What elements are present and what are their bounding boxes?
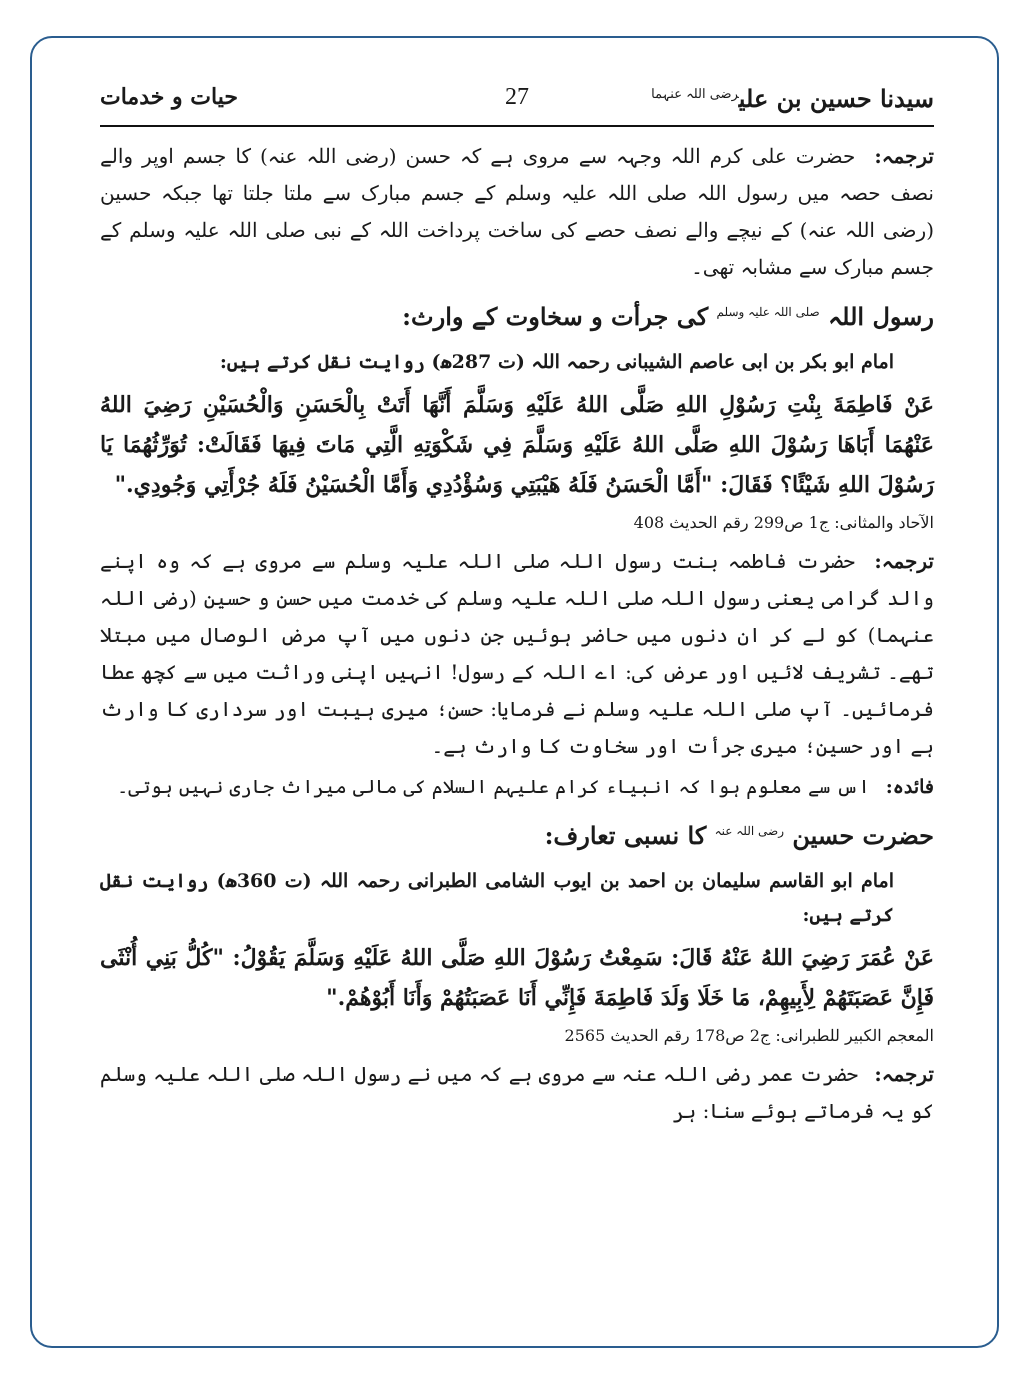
translation-label: ترجمہ: — [874, 144, 934, 168]
arabic-hadith: عَنْ فَاطِمَةَ بِنْتِ رَسُوْلِ اللهِ صَلَّى اللهُ عَلَيْهِ وَسَلَّمَ أَنَّهَا أَتَتْ بِالْحَسَنِ وَالْحُسَيْنِ رَضِيَ اللهُ عَنْهُمَا أَبَاهَا رَسُوْلَ اللهِ صَلَّى اللهُ عَلَيْهِ وَسَلَّمَ فِي شَكْوَتِهِ الَّتِي مَاتَ فِيهَا فَقَالَتْ: تُوَرِّثُهُمَا يَا رَسُوْلَ اللهِ شَيْئًا؟ فَقَالَ: "أَمَّا الْحَسَنُ فَلَهُ هَيْبَتِي وَسُؤْدُدِي وَأَمَّا الْحُسَيْنُ فَلَهُ جُرْأَتِي وَجُودِي." — [100, 392, 934, 498]
running-title-text: سیدنا حسین بن علی — [738, 84, 934, 113]
heading-part: کا نسبی تعارف: — [544, 821, 707, 850]
running-title — [651, 84, 934, 113]
translation-paragraph — [100, 543, 934, 765]
arabic-hadith: عَنْ عُمَرَ رَضِيَ اللهُ عَنْهُ قَالَ: سَمِعْتُ رَسُوْلَ اللهِ صَلَّى اللهُ عَلَيْهِ وَسَلَّمَ يَقُوْلُ: "كُلُّ بَنِي أُنْثَى فَإِنَّ عَصَبَتَهُمْ لِأَبِيهِمْ، مَا خَلَا وَلَدَ فَاطِمَةَ فَإِنِّي أَنَا عَصَبَتُهُمْ وَأَنَا أَبُوْهُمْ." — [100, 945, 934, 1011]
translation-paragraph — [100, 138, 934, 286]
benefit-label: فائدہ: — [885, 776, 934, 798]
page-content — [100, 138, 934, 1134]
narration-intro: امام ابو بکر بن ابی عاصم الشیبانی رحمہ اللہ (ت 287ھ) روایت نقل کرتے ہیں: — [219, 351, 894, 373]
heading-part: کی جرأت و سخاوت کے وارث: — [402, 302, 709, 331]
section-heading — [100, 809, 934, 858]
translation-label: ترجمہ: — [874, 549, 934, 573]
hadith-reference: الآحاد والمثانی: ج1 ص299 رقم الحدیث 408 — [633, 513, 934, 532]
running-title-honorific: رضی اللہ عنہما — [651, 87, 739, 102]
hadith-reference: المعجم الکبیر للطبرانی: ج2 ص178 رقم الحدیث 2565 — [564, 1026, 934, 1045]
translation-text: حضرت علی کرم اللہ وجہہ سے مروی ہے کہ حسن (رضی اللہ عنہ) کا جسم اوپر والے نصف حصہ میں رسول اللہ صلی اللہ علیہ وسلم کے جسم مبارک سے ملتا جلتا تھا جبکہ حسین (رضی اللہ عنہ) کے نیچے والے نصف حصے کی ساخت پرداخت اللہ کے نبی صلی اللہ علیہ وسلم کے جسم مبارک سے مشابہ تھی۔ — [100, 144, 934, 279]
translation-paragraph — [100, 1056, 934, 1130]
heading-honorific: صلی اللہ علیہ وسلم — [716, 305, 820, 319]
section-heading — [100, 290, 934, 339]
benefit-note — [100, 769, 934, 805]
book-title: حیات و خدمات — [100, 84, 238, 110]
page-header — [100, 84, 934, 124]
narration-intro: امام ابو القاسم سلیمان بن احمد بن ایوب الشامی الطبرانی رحمہ اللہ (ت 360ھ) روایت نقل کرتے ہیں: — [100, 870, 894, 926]
heading-honorific: رضی اللہ عنہ — [714, 824, 785, 838]
heading-part: رسول اللہ — [828, 302, 934, 331]
translation-text: حضرت عمر رضی اللہ عنہ سے مروی ہے کہ میں نے رسول اللہ صلی اللہ علیہ وسلم کو یہ فرماتے ہوئے سنا: ہر — [100, 1062, 934, 1123]
benefit-text: اس سے معلوم ہوا کہ انبیاء کرام علیہم السلام کی مالی میراث جاری نہیں ہوتی۔ — [117, 776, 870, 798]
header-divider — [100, 125, 934, 127]
heading-part: حضرت حسین — [792, 821, 934, 850]
page-number: 27 — [505, 84, 529, 110]
translation-text: حضرت فاطمہ بنت رسول اللہ صلی اللہ علیہ وسلم سے مروی ہے کہ وہ اپنے والد گرامی یعنی رسول اللہ صلی اللہ علیہ وسلم کی خدمت میں حسن و حسین (رضی اللہ عنہما) کو لے کر ان دنوں میں حاضر ہوئیں جن دنوں میں آپ مرض الوصال میں مبتلا تھے۔ تشریف لائیں اور عرض کی: اے اللہ کے رسول! انہیں اپنی وراثت میں سے کچھ عطا فرمائیں۔ آپ صلی اللہ علیہ وسلم نے فرمایا: حسن؛ میری ہیبت اور سرداری کا وارث ہے اور حسین؛ میری جرأت اور سخاوت کا وارث ہے۔ — [100, 549, 934, 758]
translation-label: ترجمہ: — [874, 1062, 934, 1086]
